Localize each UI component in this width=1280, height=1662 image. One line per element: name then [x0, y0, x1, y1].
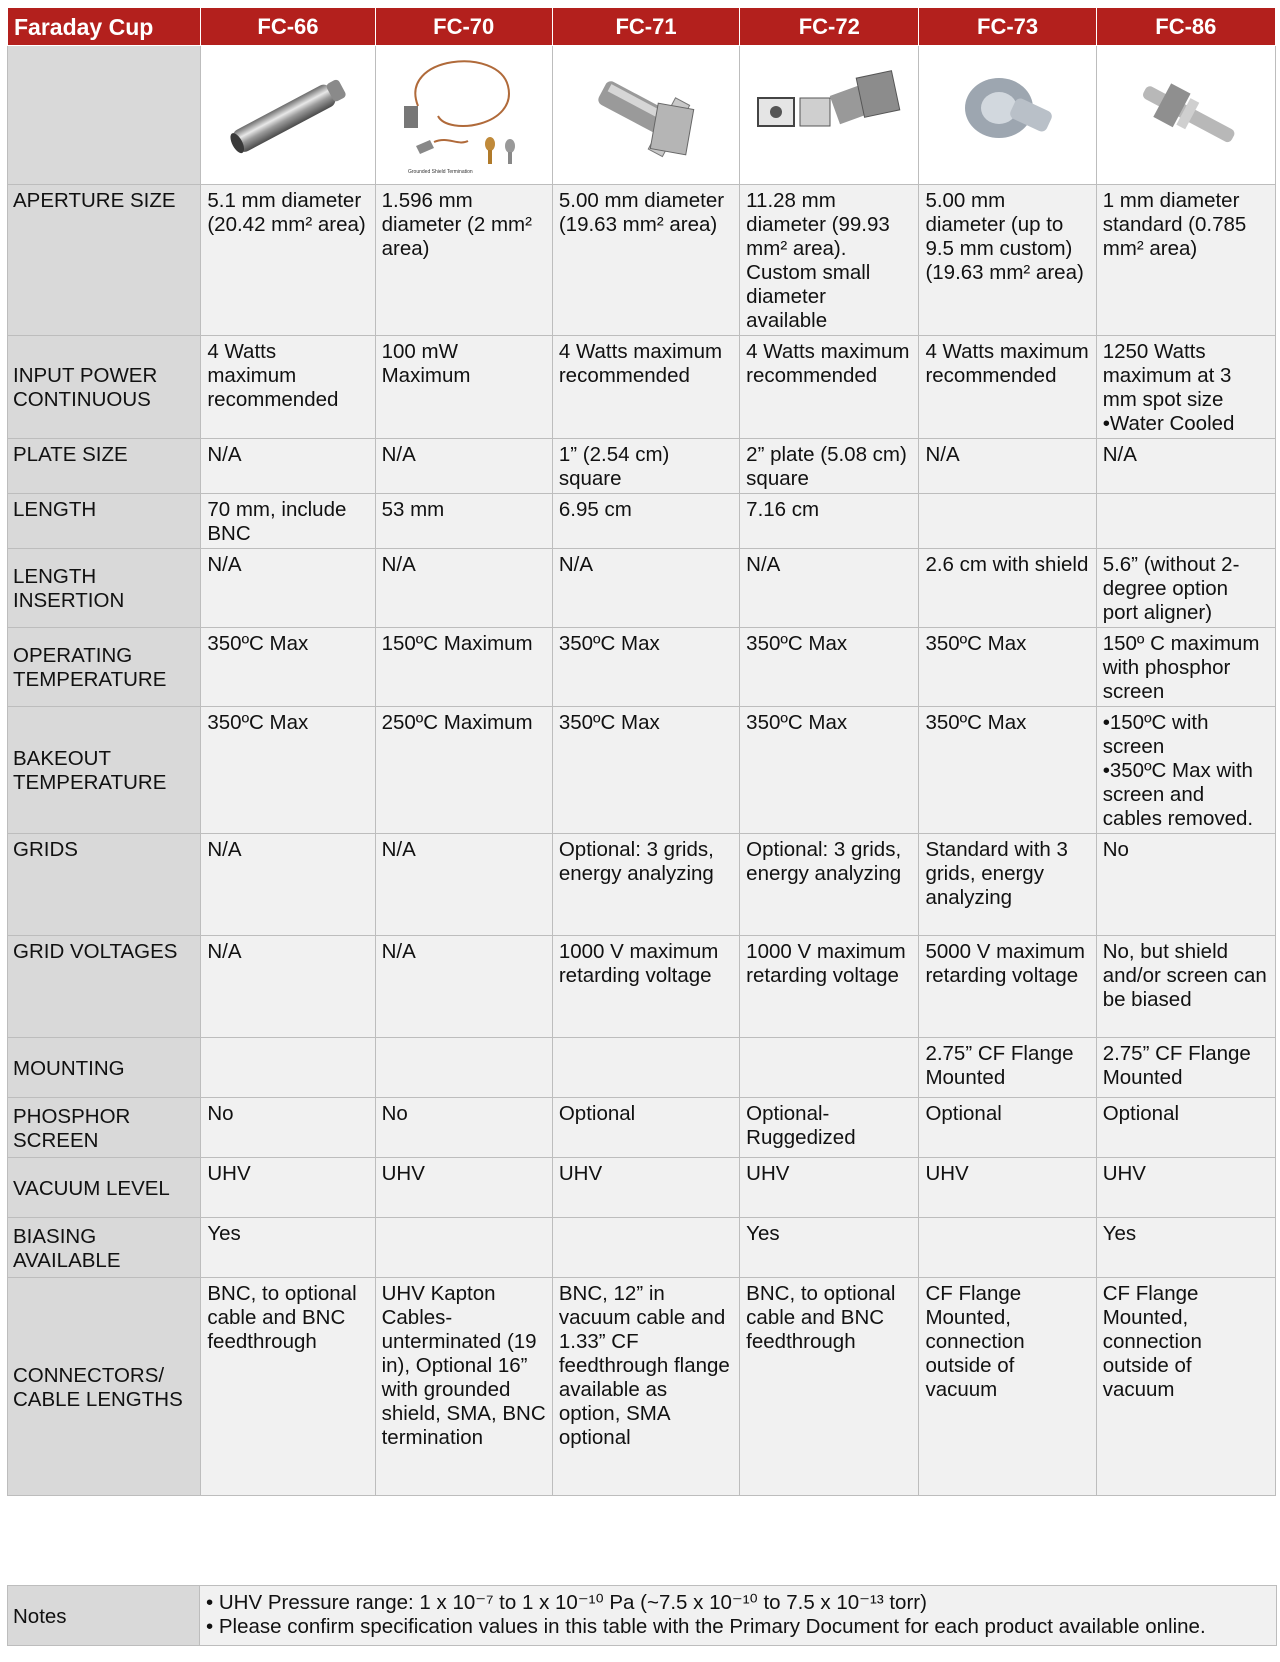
row-label: CONNECTORS/ CABLE LENGTHS	[8, 1278, 201, 1496]
spec-cell-fc66: UHV	[201, 1158, 375, 1218]
spec-cell-fc70: 53 mm	[375, 494, 552, 549]
row-label: PLATE SIZE	[8, 439, 201, 494]
spec-cell-fc70: No	[375, 1098, 552, 1158]
spec-cell-fc73: Standard with 3 grids, energy analyzing	[919, 834, 1096, 936]
spec-cell-fc73: 5000 V maximum retarding voltage	[919, 936, 1096, 1038]
spec-cell-fc72: 7.16 cm	[740, 494, 919, 549]
spec-cell-fc71: UHV	[552, 1158, 739, 1218]
spec-cell-fc73: 5.00 mm diameter (up to 9.5 mm custom) (19.63 mm² area)	[919, 185, 1096, 336]
row-label: PHOSPHOR SCREEN	[8, 1098, 201, 1158]
fc66-cylinder-image	[203, 46, 373, 184]
spec-row	[8, 1098, 1276, 1158]
spec-cell-fc86: 5.6” (without 2-degree option port aligner)	[1096, 549, 1275, 628]
notes-item: • Please confirm specification values in this table with the Primary Document for each product available online.	[206, 1615, 1206, 1638]
spec-row	[8, 549, 1276, 628]
spec-cell-fc72: Yes	[740, 1218, 919, 1278]
spec-cell-fc86: 150º C maximum with phosphor screen	[1096, 628, 1275, 707]
spec-cell-fc66: N/A	[201, 549, 375, 628]
spec-row	[8, 185, 1276, 336]
model-header-fc72: FC-72	[740, 8, 919, 46]
notes-label: Notes	[8, 1586, 200, 1646]
spec-cell-fc70: N/A	[375, 936, 552, 1038]
spec-cell-fc71: Optional	[552, 1098, 739, 1158]
notes-item: • UHV Pressure range: 1 x 10⁻⁷ to 1 x 10⁻¹⁰ Pa (~7.5 x 10⁻¹⁰ to 7.5 x 10⁻¹³ torr)	[206, 1591, 927, 1614]
product-image-fc73	[919, 46, 1096, 185]
spec-row	[8, 494, 1276, 549]
spec-cell-fc73	[919, 494, 1096, 549]
row-label: VACUUM LEVEL	[8, 1158, 201, 1218]
spec-cell-fc71: 4 Watts maximum recommended	[552, 336, 739, 439]
product-image-fc71	[552, 46, 739, 185]
image-row	[8, 46, 1276, 185]
fc71-flange-image	[556, 46, 736, 184]
fc72-parts-image	[740, 46, 918, 184]
spec-cell-fc66: 70 mm, include BNC	[201, 494, 375, 549]
spec-cell-fc70: 1.596 mm diameter (2 mm² area)	[375, 185, 552, 336]
spec-cell-fc70: UHV Kapton Cables- unterminated (19 in), Optional 16” with grounded shield, SMA, BNC termination	[375, 1278, 552, 1496]
product-image-fc72	[740, 46, 919, 185]
product-image-fc66	[201, 46, 375, 185]
spec-row	[8, 1278, 1276, 1496]
row-label: BIASING AVAILABLE	[8, 1218, 201, 1278]
spec-cell-fc86: UHV	[1096, 1158, 1275, 1218]
spec-cell-fc70: 100 mW Maximum	[375, 336, 552, 439]
spec-cell-fc72: 350ºC Max	[740, 628, 919, 707]
spec-cell-fc70: UHV	[375, 1158, 552, 1218]
spec-cell-fc73: Optional	[919, 1098, 1096, 1158]
row-label: GRIDS	[8, 834, 201, 936]
spec-cell-fc71: 350ºC Max	[552, 628, 739, 707]
spec-cell-fc72: N/A	[740, 549, 919, 628]
fc73-flange-image	[921, 46, 1095, 184]
spec-cell-fc66: 350ºC Max	[201, 628, 375, 707]
row-label: OPERATING TEMPERATURE	[8, 628, 201, 707]
spec-row	[8, 628, 1276, 707]
spec-cell-fc71	[552, 1038, 739, 1098]
spec-cell-fc86: CF Flange Mounted, connection outside of vacuum	[1096, 1278, 1275, 1496]
spec-cell-fc70: N/A	[375, 439, 552, 494]
spec-cell-fc73: CF Flange Mounted, connection outside of vacuum	[919, 1278, 1096, 1496]
spec-cell-fc73: 2.6 cm with shield	[919, 549, 1096, 628]
spec-cell-fc71: 1” (2.54 cm) square	[552, 439, 739, 494]
fc70-cable-image	[378, 46, 550, 184]
spec-cell-fc71: 350ºC Max	[552, 707, 739, 834]
spec-row	[8, 707, 1276, 834]
spec-cell-fc72: Optional: 3 grids, energy analyzing	[740, 834, 919, 936]
notes-row	[8, 1586, 1277, 1646]
row-label: BAKEOUT TEMPERATURE	[8, 707, 201, 834]
spec-cell-fc86: 1 mm diameter standard (0.785 mm² area)	[1096, 185, 1275, 336]
spec-cell-fc86: 2.75” CF Flange Mounted	[1096, 1038, 1275, 1098]
spec-cell-fc70	[375, 1218, 552, 1278]
spec-cell-fc72: 2” plate (5.08 cm) square	[740, 439, 919, 494]
spec-cell-fc66: N/A	[201, 439, 375, 494]
model-header-fc73: FC-73	[919, 8, 1096, 46]
spec-cell-fc70: 250ºC Maximum	[375, 707, 552, 834]
spec-cell-fc70	[375, 1038, 552, 1098]
fc86-probe-image	[1098, 46, 1274, 184]
spec-cell-fc66: N/A	[201, 834, 375, 936]
spec-row	[8, 439, 1276, 494]
spec-cell-fc66: 4 Watts maximum recommended	[201, 336, 375, 439]
model-header-fc86: FC-86	[1096, 8, 1275, 46]
spec-cell-fc72: UHV	[740, 1158, 919, 1218]
spec-cell-fc70: 150ºC Maximum	[375, 628, 552, 707]
row-label: GRID VOLTAGES	[8, 936, 201, 1038]
spec-cell-fc66	[201, 1038, 375, 1098]
model-header-fc66: FC-66	[201, 8, 375, 46]
spec-cell-fc70: N/A	[375, 549, 552, 628]
row-label: LENGTH	[8, 494, 201, 549]
spec-cell-fc86	[1096, 494, 1275, 549]
spec-cell-fc71: BNC, 12” in vacuum cable and 1.33” CF feedthrough flange available as option, SMA optional	[552, 1278, 739, 1496]
spec-row	[8, 936, 1276, 1038]
spec-cell-fc71	[552, 1218, 739, 1278]
row-label: INPUT POWER CONTINUOUS	[8, 336, 201, 439]
spec-row	[8, 1158, 1276, 1218]
image-row-label	[8, 46, 201, 185]
spec-cell-fc86: No, but shield and/or screen can be biased	[1096, 936, 1275, 1038]
spec-cell-fc86: Optional	[1096, 1098, 1275, 1158]
row-label: APERTURE SIZE	[8, 185, 201, 336]
spec-cell-fc73: 2.75” CF Flange Mounted	[919, 1038, 1096, 1098]
spec-cell-fc73: UHV	[919, 1158, 1096, 1218]
spec-cell-fc86: Yes	[1096, 1218, 1275, 1278]
corner-title: Faraday Cup	[8, 8, 201, 46]
spec-cell-fc73: 4 Watts maximum recommended	[919, 336, 1096, 439]
spec-cell-fc72	[740, 1038, 919, 1098]
spec-row	[8, 1218, 1276, 1278]
notes-table	[7, 1585, 1277, 1646]
spec-cell-fc86: N/A	[1096, 439, 1275, 494]
spec-cell-fc66: BNC, to optional cable and BNC feedthrough	[201, 1278, 375, 1496]
spec-cell-fc66: N/A	[201, 936, 375, 1038]
spec-row	[8, 336, 1276, 439]
spec-cell-fc86: No	[1096, 834, 1275, 936]
spec-cell-fc72: 350ºC Max	[740, 707, 919, 834]
spec-cell-fc73: 350ºC Max	[919, 628, 1096, 707]
spec-cell-fc73	[919, 1218, 1096, 1278]
row-label: LENGTH INSERTION	[8, 549, 201, 628]
spec-cell-fc72: Optional- Ruggedized	[740, 1098, 919, 1158]
spec-cell-fc73: 350ºC Max	[919, 707, 1096, 834]
model-header-fc70: FC-70	[375, 8, 552, 46]
model-header-fc71: FC-71	[552, 8, 739, 46]
spec-cell-fc66: 5.1 mm diameter (20.42 mm² area)	[201, 185, 375, 336]
spec-cell-fc72: 11.28 mm diameter (99.93 mm² area). Custom small diameter available	[740, 185, 919, 336]
spec-cell-fc86: 1250 Watts maximum at 3 mm spot size •Water Cooled	[1096, 336, 1275, 439]
spec-cell-fc66: Yes	[201, 1218, 375, 1278]
spec-cell-fc72: BNC, to optional cable and BNC feedthrough	[740, 1278, 919, 1496]
spec-row	[8, 1038, 1276, 1098]
spec-cell-fc71: 1000 V maximum retarding voltage	[552, 936, 739, 1038]
spec-cell-fc72: 1000 V maximum retarding voltage	[740, 936, 919, 1038]
spec-cell-fc66: No	[201, 1098, 375, 1158]
product-image-fc70	[375, 46, 552, 185]
spec-table	[7, 7, 1276, 1496]
spec-cell-fc86: •150ºC with screen •350ºC Max with screen and cables removed.	[1096, 707, 1275, 834]
header-row	[8, 8, 1276, 46]
spec-cell-fc71: Optional: 3 grids, energy analyzing	[552, 834, 739, 936]
notes-content	[200, 1586, 1277, 1646]
row-label: MOUNTING	[8, 1038, 201, 1098]
spec-row	[8, 834, 1276, 936]
spec-cell-fc66: 350ºC Max	[201, 707, 375, 834]
spec-cell-fc71: 5.00 mm diameter (19.63 mm² area)	[552, 185, 739, 336]
spec-cell-fc73: N/A	[919, 439, 1096, 494]
spec-cell-fc71: N/A	[552, 549, 739, 628]
spec-cell-fc70: N/A	[375, 834, 552, 936]
product-image-fc86	[1096, 46, 1275, 185]
spec-cell-fc71: 6.95 cm	[552, 494, 739, 549]
fc70-image-caption: Grounded Shield Termination	[407, 169, 473, 175]
spec-cell-fc72: 4 Watts maximum recommended	[740, 336, 919, 439]
